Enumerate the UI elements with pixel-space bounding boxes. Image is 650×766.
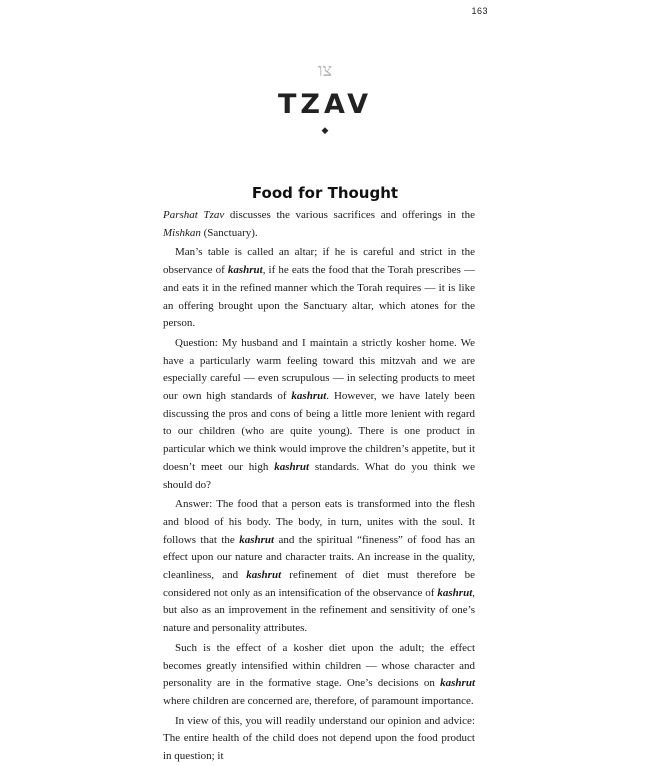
section-title: Food for Thought — [251, 184, 399, 202]
diamond-ornament-icon: ◆ — [321, 126, 329, 136]
page-number: 163 — [471, 6, 488, 16]
text-run: . However, we have lately been discussing the pros and cons of being a little more lenient with regard to our children (who are quite young). There is one product in particular which we think would improve the children’s appetite, but it doesn’t meet our high — [163, 390, 475, 473]
kashrut-term: kashrut — [440, 677, 475, 690]
text-run: , but also as an improvement in the refinement and sensitivity of one’s nature and personality attributes. — [163, 586, 475, 635]
kashrut-term: kashrut — [239, 533, 275, 546]
text-run: and the spiritual “fineness” of food has an effect upon our nature and character traits. An increase in the quality, cleanliness, and — [163, 533, 475, 582]
text-run: Answer: The food that a person eats is transformed into the flesh and blood of his body. The body, in turn, unites with the soul. It follows that the — [163, 498, 475, 546]
text-run: Man’s table is called an altar; if he is careful and strict in the observance of — [163, 246, 475, 277]
paragraph-answer — [163, 496, 475, 638]
hebrew-title: צו — [317, 60, 333, 81]
italic-term: Parshat Tzav — [163, 209, 225, 221]
paragraph-children — [163, 640, 475, 711]
paragraph-question — [163, 335, 475, 494]
kashrut-term: kashrut — [437, 586, 473, 599]
kashrut-term: kashrut — [246, 569, 282, 582]
text-run: discusses the various sacrifices and offerings in the — [224, 209, 475, 221]
kashrut-term: kashrut — [227, 264, 263, 277]
text-run: standards. What do you think we should do? — [163, 460, 476, 491]
italic-term: Mishkan — [163, 226, 201, 239]
kashrut-term: kashrut — [274, 460, 310, 473]
paragraph-altar — [163, 244, 475, 333]
text-run: where children are concerned are, therefore, of paramount importance. — [163, 694, 474, 707]
text-run: (Sanctuary). — [200, 226, 258, 239]
text-run: , if he eats the food that the Torah prescribes —and eats it in the refined manner which the Torah requires — it is like an offering brought upon the Sanctuary altar, which atones for the person. — [163, 264, 475, 330]
text-run: Such is the effect of a kosher diet upon the adult; the effect becomes greatly intensified within children — whose character and personality are in the formative stage. One’s decisions on — [163, 641, 475, 690]
body-text — [163, 207, 475, 766]
text-run: Question: My husband and I maintain a strictly kosher home. We have a particularly warm feeling toward this mitzvah and we are especially careful — even scrupulous — in selecting products to meet our own high standards of — [163, 336, 475, 403]
text-run: In view of this, you will readily understand our opinion and advice: The entire health of the child does not depend upon the food product in question; it — [163, 714, 475, 763]
paragraph-advice — [163, 713, 475, 766]
chapter-title: TZAV — [278, 89, 372, 120]
paragraph-intro — [163, 207, 475, 242]
text-run: refinement of diet must therefore be considered not only as an intensification of the observance of — [163, 569, 475, 599]
kashrut-term: kashrut — [291, 390, 327, 403]
